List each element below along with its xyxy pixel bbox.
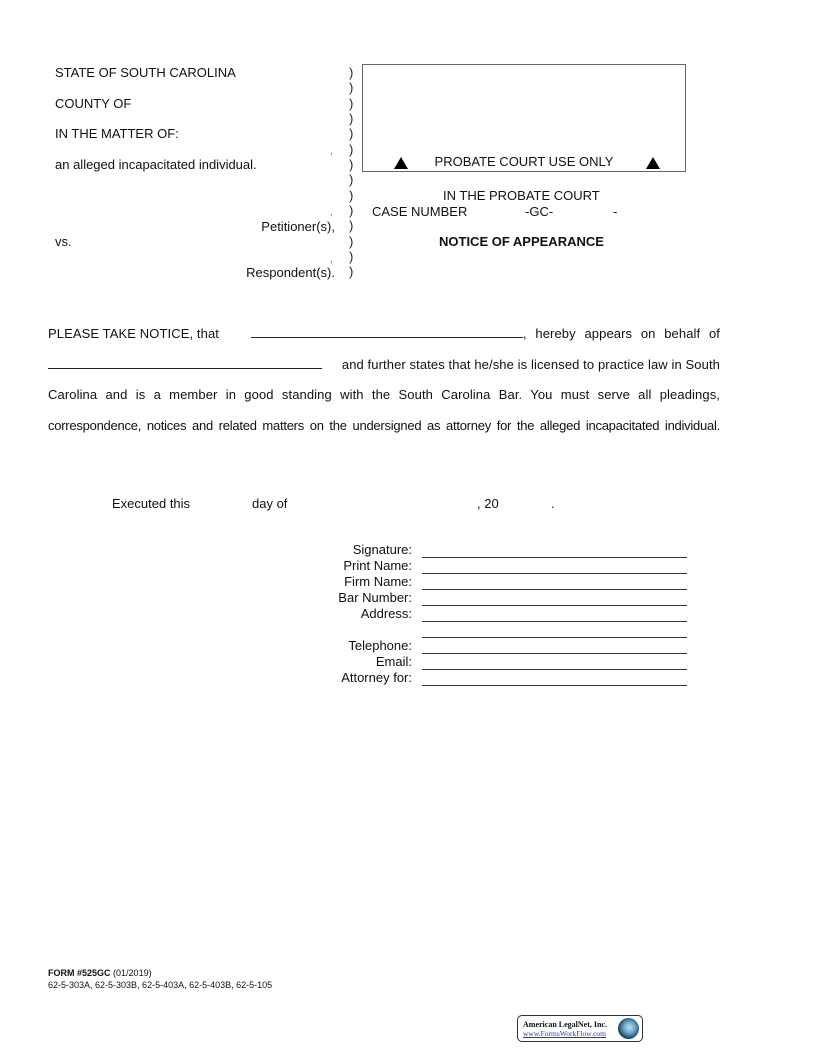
american-legalnet-logo[interactable] [517, 1015, 643, 1042]
form-date: (01/2019) [113, 968, 152, 978]
vs-label: vs. [55, 234, 72, 249]
notice-line-1 [48, 326, 720, 341]
form-number [48, 968, 152, 978]
globe-icon [618, 1018, 639, 1039]
comma-mark: , [330, 207, 333, 217]
behalf-of-blank[interactable] [48, 357, 322, 369]
matter-label: IN THE MATTER OF: [55, 126, 179, 141]
signature-label: Signature: [352, 542, 412, 557]
print-name-label: Print Name: [343, 558, 412, 573]
comma-mark: , [330, 254, 333, 264]
firm-name-field[interactable] [422, 589, 687, 590]
county-label: COUNTY OF [55, 96, 132, 111]
telephone-label: Telephone: [348, 638, 412, 653]
case-number-dash: - [613, 204, 618, 219]
triangle-up-icon [646, 157, 660, 169]
logo-company-name: American LegalNet, Inc. [523, 1020, 607, 1029]
probate-court-use-box [362, 64, 686, 172]
address-field-line-1[interactable] [422, 621, 687, 622]
case-number-gc: -GC- [525, 204, 554, 219]
form-number-code: FORM #525GC [48, 968, 111, 978]
petitioner-label: Petitioner(s), [261, 219, 335, 234]
notice-line-3: Carolina and is a member in good standing with the South Carolina Bar. You must serve all pleadings, [48, 387, 720, 402]
caption-divider-parens: ) ) ) ) ) ) ) ) ) ) ) ) ) ) [349, 65, 354, 280]
state-heading: STATE OF SOUTH CAROLINA [55, 65, 236, 80]
executed-prefix: Executed this [112, 496, 191, 511]
comma-mark: , [330, 146, 333, 156]
signature-field[interactable] [422, 557, 687, 558]
attorney-for-field[interactable] [422, 685, 687, 686]
case-number-label: CASE NUMBER [372, 204, 468, 219]
form-title: NOTICE OF APPEARANCE [439, 234, 604, 249]
attorney-for-label: Attorney for: [341, 670, 412, 685]
statute-references: 62-5-303A, 62-5-303B, 62-5-403A, 62-5-403B, 62-5-105 [48, 980, 273, 990]
executed-year-prefix: , 20 [477, 496, 499, 511]
notice-appears-text: , hereby appears on behalf of [522, 326, 720, 341]
court-name: IN THE PROBATE COURT [443, 188, 600, 203]
alleged-individual-label: an alleged incapacitated individual. [55, 157, 257, 172]
print-name-field[interactable] [422, 573, 687, 574]
email-label: Email: [375, 654, 412, 669]
executed-period: . [551, 496, 555, 511]
notice-intro: PLEASE TAKE NOTICE, that [48, 326, 219, 341]
firm-name-label: Firm Name: [344, 574, 412, 589]
bar-number-label: Bar Number: [338, 590, 412, 605]
telephone-field[interactable] [422, 653, 687, 654]
address-field-line-2[interactable] [422, 637, 687, 638]
address-label: Address: [360, 606, 412, 621]
email-field[interactable] [422, 669, 687, 670]
attorney-name-blank[interactable] [251, 326, 523, 338]
notice-line-2 [48, 357, 720, 372]
respondent-label: Respondent(s). [246, 265, 335, 280]
logo-url-link[interactable]: www.FormsWorkFlow.com [523, 1029, 607, 1038]
bar-number-field[interactable] [422, 605, 687, 606]
court-use-only-label: PROBATE COURT USE ONLY [434, 154, 614, 169]
notice-line-4: correspondence, notices and related matters on the undersigned as attorney for the alleged incapacitated individual. [48, 418, 720, 433]
executed-day-of: day of [252, 496, 288, 511]
notice-license-text: and further states that he/she is licensed to practice law in South [341, 357, 720, 372]
